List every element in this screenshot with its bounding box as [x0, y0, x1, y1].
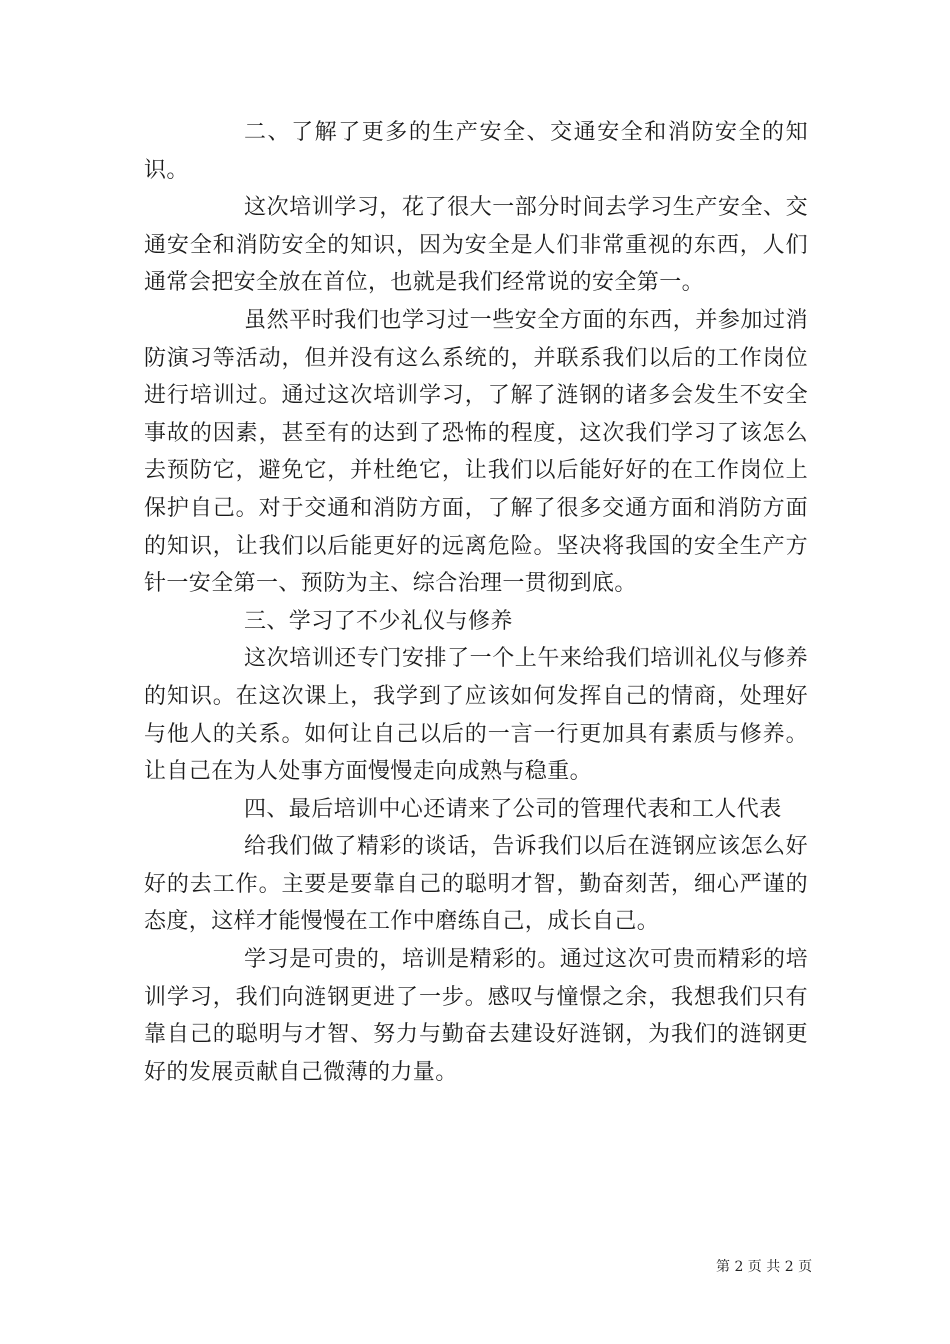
body-paragraph: 这次培训还专门安排了一个上午来给我们培训礼仪与修养的知识。在这次课上，我学到了应该如何发挥自己的情商，处理好与他人的关系。如何让自己以后的一言一行更加具有素质与修养。让自己在为人处事方面慢慢走向成熟与稳重。 — [144, 646, 808, 785]
body-paragraph: 这次培训学习，花了很大一部分时间去学习生产安全、交通安全和消防安全的知识，因为安全是人们非常重视的东西，人们通常会把安全放在首位，也就是我们经常说的安全第一。 — [144, 195, 808, 296]
body-paragraph: 给我们做了精彩的谈话，告诉我们以后在涟钢应该怎么好好的去工作。主要是要靠自己的聪明才智，勤奋刻苦，细心严谨的态度，这样才能慢慢在工作中磨练自己，成长自己。 — [144, 834, 808, 935]
document-body — [144, 114, 808, 1091]
page-number-footer: 第 2 页 共 2 页 — [716, 1259, 813, 1275]
section-heading-safety: 二、了解了更多的生产安全、交通安全和消防安全的知识。 — [144, 120, 808, 183]
closing-paragraph: 学习是可贵的，培训是精彩的。通过这次可贵而精彩的培训学习，我们向涟钢更进了一步。感叹与憧憬之余，我想我们只有靠自己的聪明与才智、努力与勤奋去建设好涟钢，为我们的涟钢更好的发展贡献自己微薄的力量。 — [144, 947, 808, 1085]
section-heading-etiquette: 三、学习了不少礼仪与修养 — [244, 608, 513, 634]
body-paragraph: 虽然平时我们也学习过一些安全方面的东西，并参加过消防演习等活动，但并没有这么系统的，并联系我们以后的工作岗位进行培训过。通过这次培训学习，了解了涟钢的诸多会发生不安全事故的因素，甚至有的达到了恐怖的程度，这次我们学习了该怎么去预防它，避免它，并杜绝它，让我们以后能好好的在工作岗位上保护自己。对于交通和消防方面，了解了很多交通方面和消防方面的知识，让我们以后能更好的远离危险。坚决将我国的安全生产方针一安全第一、预防为主、综合治理一贯彻到底。 — [144, 307, 808, 597]
section-heading-speeches: 四、最后培训中心还请来了公司的管理代表和工人代表 — [244, 796, 782, 822]
